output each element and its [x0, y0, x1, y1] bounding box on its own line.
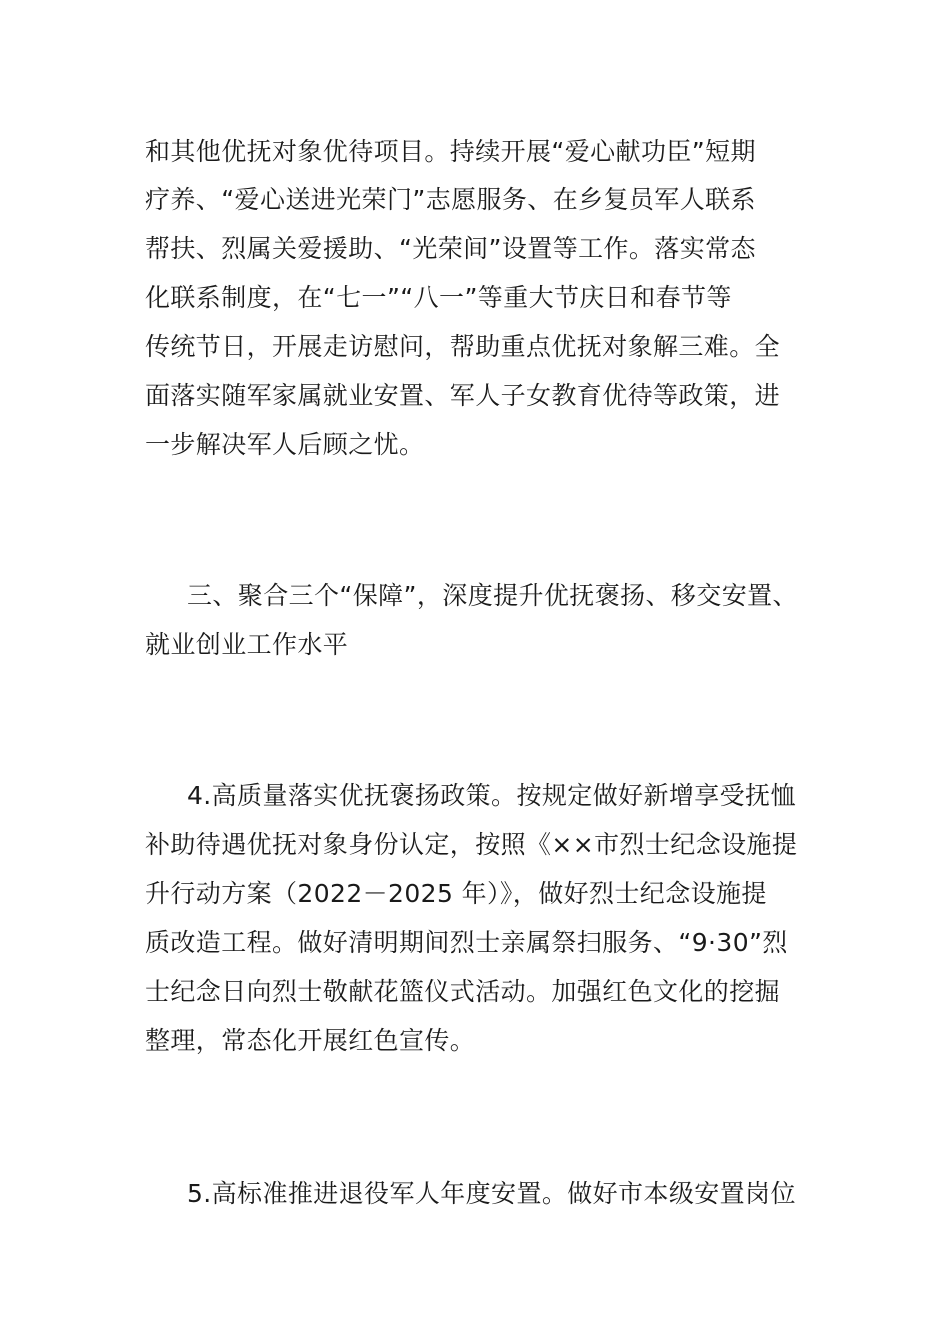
paragraph-5-line-1: 5.高标准推进退役军人年度安置。做好市本级安置岗位 [187, 1179, 796, 1208]
paragraph-1-line-4: 化联系制度，在“七一”“八一”等重大节庆日和春节等 [145, 283, 732, 312]
paragraph-4-line-6: 整理，常态化开展红色宣传。 [145, 1026, 476, 1055]
section-heading-line-2: 就业创业工作水平 [145, 630, 349, 659]
paragraph-1-line-6: 面落实随军家属就业安置、军人子女教育优待等政策，进 [145, 381, 781, 410]
paragraph-4-line-1: 4.高质量落实优抚褒扬政策。按规定做好新增享受抚恤 [187, 781, 796, 810]
paragraph-4-line-5: 士纪念日向烈士敬献花篮仪式活动。加强红色文化的挖掘 [145, 977, 781, 1006]
paragraph-1-line-5: 传统节日，开展走访慰问，帮助重点优抚对象解三难。全 [145, 332, 781, 361]
paragraph-4-line-3: 升行动方案（2022－2025 年）》，做好烈士纪念设施提 [145, 879, 767, 908]
paragraph-4-line-4: 质改造工程。做好清明期间烈士亲属祭扫服务、“9·30”烈 [145, 928, 788, 957]
paragraph-1-line-2: 疗养、“爱心送进光荣门”志愿服务、在乡复员军人联系 [145, 185, 756, 214]
paragraph-4-line-2: 补助待遇优抚对象身份认定，按照《××市烈士纪念设施提 [145, 830, 798, 859]
paragraph-1-line-1: 和其他优抚对象优待项目。持续开展“爱心献功臣”短期 [145, 137, 756, 166]
section-heading-line-1: 三、聚合三个“保障”，深度提升优抚褒扬、移交安置、 [187, 581, 798, 610]
paragraph-1-line-7: 一步解决军人后顾之忧。 [145, 430, 425, 459]
paragraph-1-line-3: 帮扶、烈属关爱援助、“光荣间”设置等工作。落实常态 [145, 234, 756, 263]
